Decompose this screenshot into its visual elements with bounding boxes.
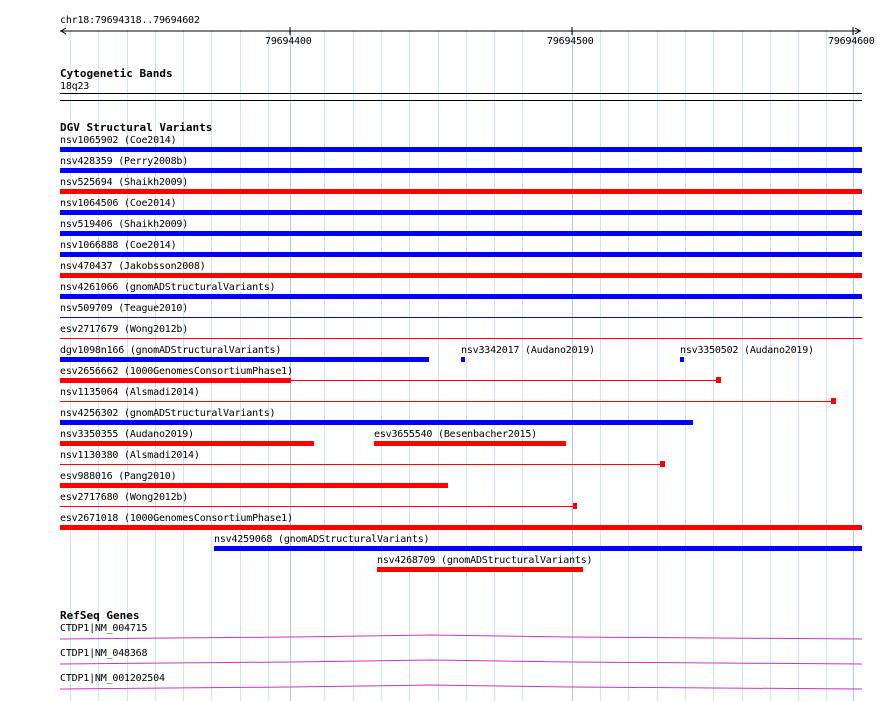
feature-bar[interactable] <box>60 525 862 530</box>
feature-label: nsv1066888 (Coe2014) <box>60 240 177 251</box>
gridline <box>742 30 743 701</box>
feature-label: esv3655540 (Besenbacher2015) <box>374 429 537 440</box>
feature-bar[interactable] <box>60 168 862 173</box>
feature-label: nsv519406 (Shaikh2009) <box>60 219 189 230</box>
feature-line[interactable] <box>60 317 862 318</box>
tick-label: 79694600 <box>828 36 875 47</box>
track-divider <box>60 100 862 101</box>
gridline <box>798 30 799 701</box>
feature-label: nsv4256302 (gnomADStructuralVariants) <box>60 408 276 419</box>
feature-label: esv2717680 (Wong2012b) <box>60 492 189 503</box>
gridline <box>324 30 325 701</box>
feature-label: nsv1065902 (Coe2014) <box>60 135 177 146</box>
gridline <box>770 30 771 701</box>
feature-bar[interactable] <box>60 294 862 299</box>
gridline <box>713 30 714 701</box>
location-label: chr18:79694318..79694602 <box>60 15 200 26</box>
track-title: Cytogenetic Bands <box>60 67 173 80</box>
feature-label: esv2717679 (Wong2012b) <box>60 324 189 335</box>
gridline <box>657 30 658 701</box>
feature-end-cap[interactable] <box>573 503 577 509</box>
feature-label: nsv4268709 (gnomADStructuralVariants) <box>377 555 593 566</box>
feature-end-cap[interactable] <box>831 398 836 404</box>
feature-label: nsv470437 (Jakobsson2008) <box>60 261 206 272</box>
tick-label: 79694400 <box>265 36 312 47</box>
feature-label: nsv4259068 (gnomADStructuralVariants) <box>214 534 430 545</box>
feature-line[interactable] <box>60 464 662 465</box>
gene-intron-line[interactable] <box>0 680 890 694</box>
feature-bar[interactable] <box>60 252 862 257</box>
gridline <box>438 30 439 701</box>
feature-label: nsv509709 (Teague2010) <box>60 303 189 314</box>
feature-line[interactable] <box>60 338 862 339</box>
feature-bar[interactable] <box>374 441 566 446</box>
feature-bar[interactable] <box>377 567 583 572</box>
track-title: DGV Structural Variants <box>60 121 213 134</box>
feature-bar[interactable] <box>214 546 862 551</box>
feature-label: nsv1064506 (Coe2014) <box>60 198 177 209</box>
feature-label: nsv525694 (Shaikh2009) <box>60 177 189 188</box>
feature-bar[interactable] <box>680 357 684 362</box>
feature-bar[interactable] <box>60 147 862 152</box>
feature-bar[interactable] <box>60 189 862 194</box>
gene-intron-line[interactable] <box>0 630 890 644</box>
feature-line[interactable] <box>60 401 833 402</box>
feature-bar[interactable] <box>60 378 291 383</box>
feature-label: esv2671018 (1000GenomesConsortiumPhase1) <box>60 513 293 524</box>
feature-label: nsv3350502 (Audano2019) <box>680 345 814 356</box>
feature-bar[interactable] <box>60 210 862 215</box>
cytoband-label: 18q23 <box>60 81 90 92</box>
gridline <box>494 30 495 701</box>
feature-line[interactable] <box>291 380 718 381</box>
feature-label: nsv1135064 (Alsmadi2014) <box>60 387 200 398</box>
feature-label: nsv1130380 (Alsmadi2014) <box>60 450 200 461</box>
gridline <box>409 30 410 701</box>
gridline <box>381 30 382 701</box>
gridline <box>600 30 601 701</box>
feature-label: esv988016 (Pang2010) <box>60 471 177 482</box>
ruler-axis <box>0 0 890 40</box>
gridline-major <box>853 30 854 701</box>
feature-bar[interactable] <box>60 420 693 425</box>
gridline <box>466 30 467 701</box>
feature-end-cap[interactable] <box>660 461 665 467</box>
feature-label: nsv3342017 (Audano2019) <box>461 345 595 356</box>
feature-label: esv2656662 (1000GenomesConsortiumPhase1) <box>60 366 293 377</box>
feature-bar[interactable] <box>60 273 862 278</box>
track-title: RefSeq Genes <box>60 609 140 622</box>
feature-bar[interactable] <box>461 357 465 362</box>
gridline <box>826 30 827 701</box>
gene-label: CTDP1|NM_048368 <box>60 648 148 659</box>
feature-bar[interactable] <box>60 357 429 362</box>
feature-end-cap[interactable] <box>716 377 721 383</box>
gridline <box>522 30 523 701</box>
tick-label: 79694500 <box>547 36 594 47</box>
feature-bar[interactable] <box>60 483 448 488</box>
gene-label: CTDP1|NM_004715 <box>60 623 148 634</box>
feature-label: nsv428359 (Perry2008b) <box>60 156 189 167</box>
feature-bar[interactable] <box>60 231 862 236</box>
feature-line[interactable] <box>60 506 574 507</box>
gridline <box>353 30 354 701</box>
feature-label: dgv1098n166 (gnomADStructuralVariants) <box>60 345 282 356</box>
cytoband-bar[interactable] <box>60 93 862 94</box>
gene-label: CTDP1|NM_001202504 <box>60 673 165 684</box>
gridline <box>628 30 629 701</box>
gridline <box>685 30 686 701</box>
feature-label: nsv3350355 (Audano2019) <box>60 429 194 440</box>
feature-label: nsv4261066 (gnomADStructuralVariants) <box>60 282 276 293</box>
gridline-major <box>572 30 573 701</box>
gene-intron-line[interactable] <box>0 655 890 669</box>
feature-bar[interactable] <box>60 441 314 446</box>
